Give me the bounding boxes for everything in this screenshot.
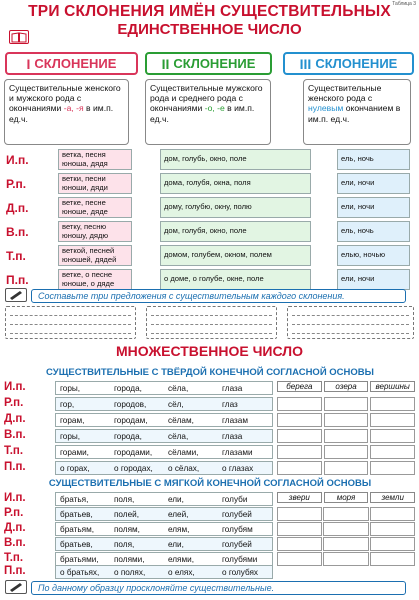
declension-1-examples (58, 149, 132, 290)
example-cell: ветке, о песне юноше, о дяде (58, 269, 132, 290)
case-label: Д.п. (4, 413, 26, 425)
plural-row: братьями, полями, елями, голубями (55, 552, 273, 566)
plural-row: горы, города, сёла, глаза (55, 429, 273, 443)
case-label: И.п. (4, 381, 26, 393)
book-icon (9, 30, 29, 44)
answer-box-3[interactable] (287, 306, 414, 339)
plural-row: горам, городам, сёлам, глазам (55, 413, 273, 427)
example-cell: ели, ночи (337, 269, 410, 290)
table-tag: Таблица 3 (392, 1, 416, 7)
plural-row: горы, города, сёла, глаза (55, 381, 273, 395)
page-title: ТРИ СКЛОНЕНИЯ ИМЁН СУЩЕСТВИТЕЛЬНЫХ (28, 3, 391, 20)
example-cell: о доме, о голубе, окне, поле (160, 269, 311, 290)
hard-answer-grid[interactable] (277, 397, 415, 475)
example-cell: елью, ночью (337, 245, 410, 266)
plural-row: братьев, поля, ели, голубей (55, 537, 273, 551)
soft-answer-grid[interactable] (277, 507, 415, 566)
hard-stem-header: СУЩЕСТВИТЕЛЬНЫЕ С ТВЁРДОЙ КОНЕЧНОЙ СОГЛАСНОЙ ОСНОВЫ (46, 367, 374, 378)
case-label: В.п. (6, 224, 29, 239)
case-label: Д.п. (4, 522, 26, 534)
pencil-icon (5, 288, 27, 302)
case-label: Р.п. (4, 507, 24, 519)
plural-row: братьям, полям, елям, голубям (55, 522, 273, 536)
declension-2-description: Существительные мужского рода и среднего рода с окончаниями -о, -е в им.п. ед.ч. (145, 79, 271, 145)
declension-3-examples (337, 149, 410, 290)
case-label: И.п. (6, 152, 29, 167)
plural-row: гор, городов, сёл, глаз (55, 397, 273, 411)
task-2-text: По данному образцу просклоняйте существительные. (31, 581, 406, 595)
soft-stem-header: СУЩЕСТВИТЕЛЬНЫЕ С МЯГКОЙ КОНЕЧНОЙ СОГЛАСНОЙ ОСНОВЫ (48, 478, 372, 489)
example-word: моря (324, 492, 369, 503)
plural-row: о горах, о городах, о сёлах, о глазах (55, 461, 273, 475)
soft-examples-head (277, 492, 415, 503)
example-cell: ветка, песня юноша, дядя (58, 149, 132, 170)
declension-2-examples (160, 149, 311, 290)
pencil-icon (5, 580, 27, 594)
declension-2-header: II СКЛОНЕНИЕ (145, 52, 272, 75)
task-2 (5, 579, 415, 595)
declension-1-header: I СКЛОНЕНИЕ (5, 52, 138, 75)
declension-1-description: Существительные женского и мужского рода с окончаниями -а, -я в им.п. ед.ч. (4, 79, 129, 145)
example-cell: дом, голубя, окно, поле (160, 221, 311, 242)
case-label: Т.п. (6, 248, 26, 263)
example-word: земли (370, 492, 415, 503)
example-cell: дому, голубю, окну, полю (160, 197, 311, 218)
example-cell: ели, ночи (337, 173, 410, 194)
plural-row: горами, городами, сёлами, глазами (55, 445, 273, 459)
case-label: В.п. (4, 537, 26, 549)
case-label: Р.п. (6, 176, 27, 191)
example-cell: дома, голубя, окна, поля (160, 173, 311, 194)
answer-box-1[interactable] (5, 306, 136, 339)
case-label: В.п. (4, 429, 26, 441)
case-label: Д.п. (6, 200, 29, 215)
example-word: звери (277, 492, 322, 503)
case-label: П.п. (4, 461, 26, 473)
section-title-singular: ЕДИНСТВЕННОЕ ЧИСЛО (117, 21, 302, 38)
case-label: Т.п. (4, 445, 24, 457)
case-label: Р.п. (4, 397, 24, 409)
example-word: озера (324, 381, 369, 392)
section-title-plural: МНОЖЕСТВЕННОЕ ЧИСЛО (116, 343, 303, 359)
case-label: Т.п. (4, 552, 24, 564)
case-label: П.п. (6, 272, 29, 287)
task-1-text: Составьте три предложения с существительным каждого склонения. (31, 289, 406, 303)
example-cell: ветке, песне юноше, дяде (58, 197, 132, 218)
example-cell: веткой, песней юношей, дядей (58, 245, 132, 266)
plural-row: братьев, полей, елей, голубей (55, 507, 273, 521)
case-label: И.п. (4, 492, 26, 504)
example-cell: ветку, песню юношу, дядю (58, 221, 132, 242)
case-label: П.п. (4, 565, 26, 577)
declension-3-description: Существительные женского рода с нулевым окончанием в им.п. ед.ч. (303, 79, 411, 145)
plural-row: о братьях, о полях, о елях, о голубях (55, 565, 273, 579)
hard-examples-head (277, 381, 415, 392)
declension-3-header: III СКЛОНЕНИЕ (283, 52, 414, 75)
example-word: берега (277, 381, 322, 392)
example-cell: ели, ночи (337, 197, 410, 218)
example-cell: ветки, песни юноши, дяди (58, 173, 132, 194)
task-1 (5, 287, 415, 302)
plural-row: братья, поля, ели, голуби (55, 492, 273, 506)
answer-box-2[interactable] (146, 306, 277, 339)
example-cell: ель, ночь (337, 149, 410, 170)
example-word: вершины (370, 381, 415, 392)
example-cell: ель, ночь (337, 221, 410, 242)
example-cell: домом, голубем, окном, полем (160, 245, 311, 266)
example-cell: дом, голубь, окно, поле (160, 149, 311, 170)
singular-case-labels (4, 149, 44, 293)
